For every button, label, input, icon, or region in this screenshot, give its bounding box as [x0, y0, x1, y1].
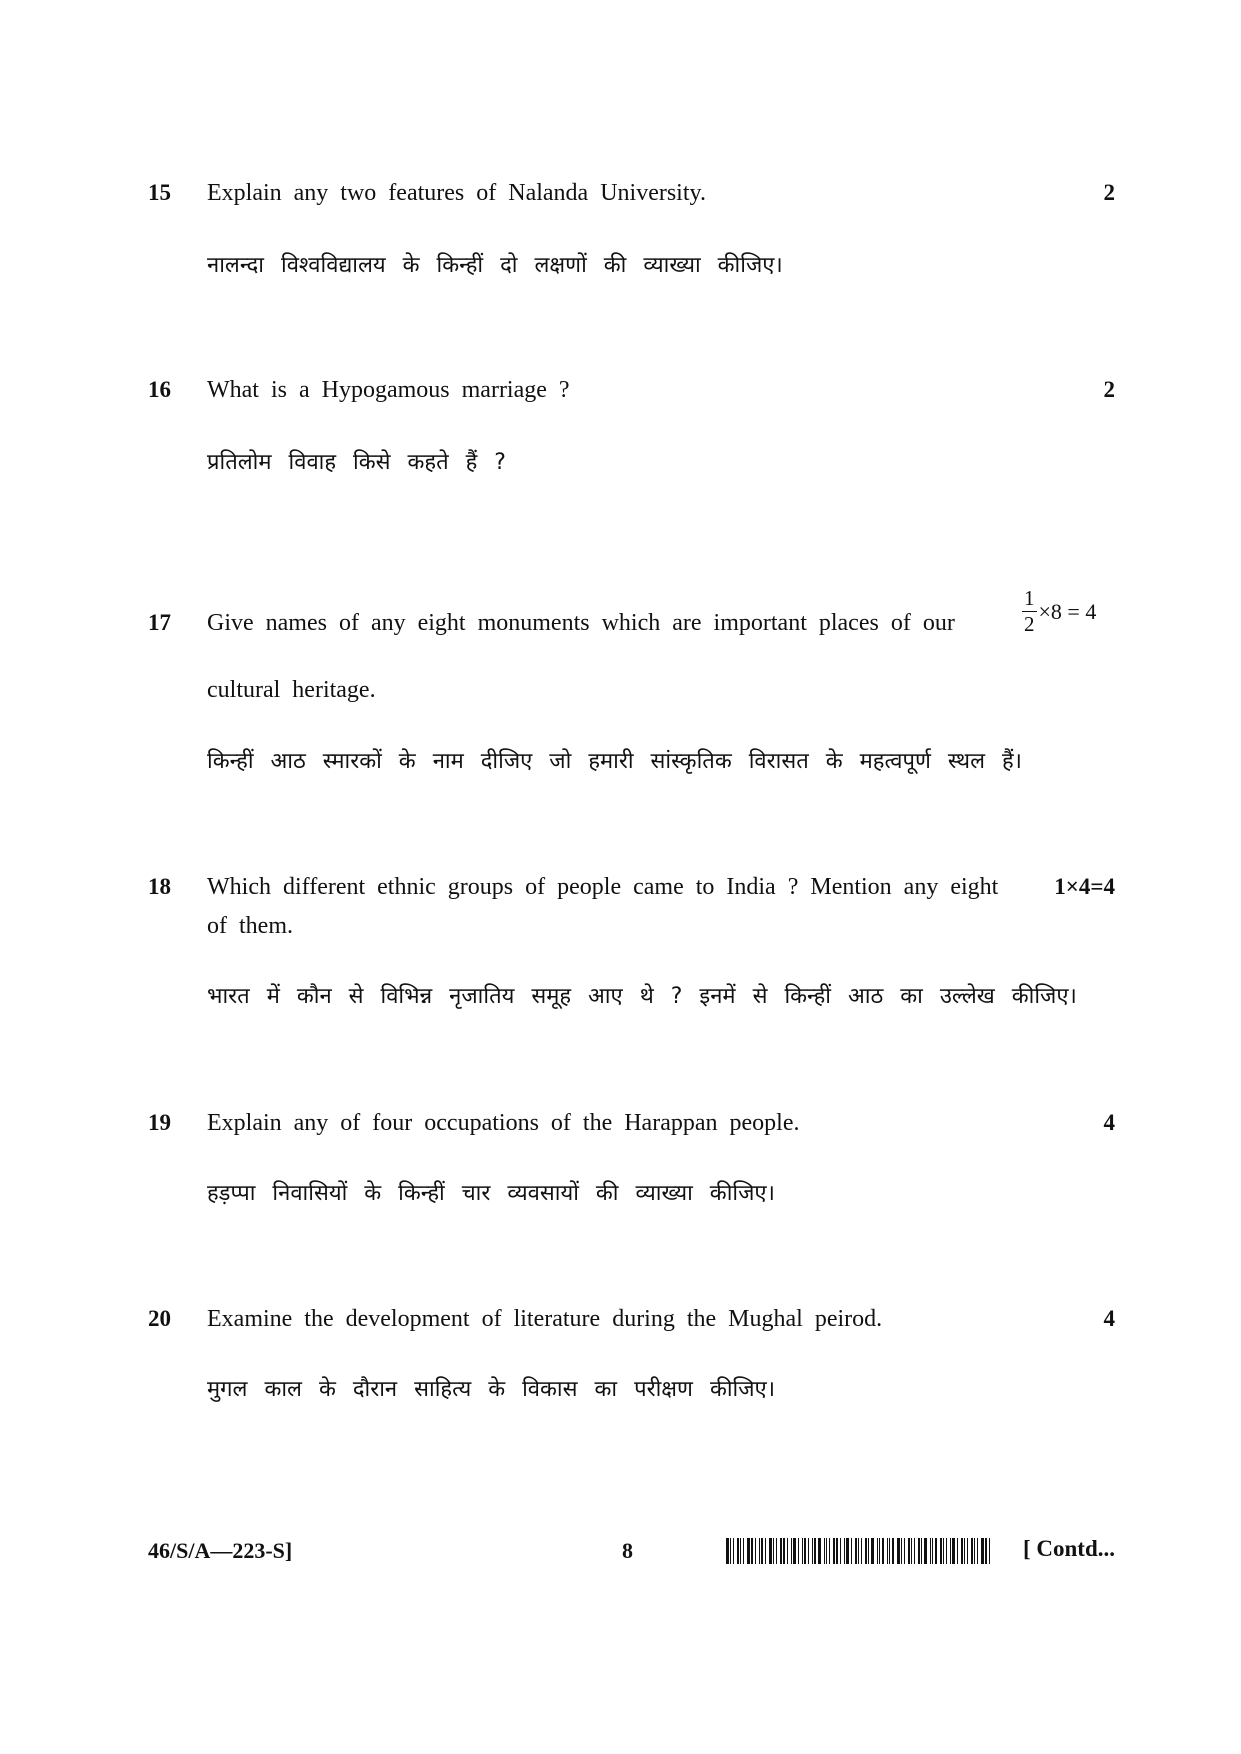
- fraction-numerator: 1: [1024, 586, 1035, 610]
- barcode-stripe: [892, 1538, 894, 1564]
- barcode-stripe: [932, 1538, 933, 1564]
- question-text-hindi: प्रतिलोम विवाह किसे कहते हैं ?: [207, 450, 506, 475]
- barcode-stripe: [730, 1538, 731, 1564]
- barcode-stripe: [961, 1538, 963, 1564]
- barcode-stripe: [808, 1538, 809, 1564]
- barcode-stripe: [952, 1538, 955, 1564]
- barcode-stripe: [759, 1538, 760, 1564]
- barcode-stripe: [865, 1538, 867, 1564]
- barcode-stripe: [861, 1538, 862, 1564]
- barcode-stripe: [833, 1538, 835, 1564]
- barcode-stripe: [740, 1538, 741, 1564]
- question-number: 17: [148, 610, 171, 635]
- barcode-stripe: [974, 1538, 975, 1564]
- barcode-stripe: [761, 1538, 763, 1564]
- question-text-hindi: नालन्दा विश्वविद्यालय के किन्हीं दो लक्षणों की व्याख्या कीजिए।: [207, 253, 783, 278]
- barcode-stripe: [930, 1538, 931, 1564]
- barcode-stripe: [743, 1538, 744, 1564]
- barcode-stripe: [840, 1538, 841, 1564]
- question-text-english: Examine the development of literature during the Mughal peirod.: [207, 1306, 883, 1332]
- barcode-stripe: [791, 1538, 792, 1564]
- barcode-stripe: [855, 1538, 857, 1564]
- fraction-denominator: 2: [1024, 612, 1035, 636]
- barcode-stripe: [911, 1538, 912, 1564]
- question-number: 19: [148, 1110, 171, 1135]
- barcode-stripe: [851, 1538, 852, 1564]
- barcode-stripe: [773, 1538, 774, 1564]
- barcode-stripe: [798, 1538, 799, 1564]
- barcode-stripe: [793, 1538, 796, 1564]
- barcode-stripe: [877, 1538, 878, 1564]
- question-text-english-continued: of them.: [207, 913, 293, 939]
- question-marks: 1×4=4: [1054, 874, 1115, 899]
- question-text-hindi: किन्हीं आठ स्मारकों के नाम दीजिए जो हमारी सांस्कृतिक विरासत के महत्वपूर्ण स्थल हैं।: [207, 749, 1023, 774]
- barcode-stripe: [904, 1538, 905, 1564]
- barcode-stripe: [726, 1538, 729, 1564]
- barcode-stripe: [935, 1538, 937, 1564]
- barcode-stripe: [765, 1538, 766, 1564]
- barcode-stripe: [769, 1538, 772, 1564]
- barcode-stripe: [755, 1538, 756, 1564]
- question-marks: 2: [1103, 180, 1115, 205]
- question-number: 20: [148, 1306, 171, 1331]
- barcode-stripe: [858, 1538, 859, 1564]
- barcode-stripe: [804, 1538, 806, 1564]
- barcode-stripe: [924, 1538, 927, 1564]
- question-text-english: Explain any two features of Nalanda University.: [207, 180, 706, 206]
- barcode-stripe: [977, 1538, 978, 1564]
- continued-label: [ Contd...: [1022, 1536, 1115, 1561]
- barcode-stripe: [882, 1538, 884, 1564]
- barcode-stripe: [967, 1538, 968, 1564]
- question-number: 16: [148, 377, 171, 402]
- barcode-stripe: [889, 1538, 890, 1564]
- barcode-stripe: [844, 1538, 845, 1564]
- barcode-stripe: [751, 1538, 753, 1564]
- barcode-stripe: [868, 1538, 869, 1564]
- question-text-english-continued: cultural heritage.: [207, 677, 376, 703]
- barcode-stripe: [818, 1538, 821, 1564]
- barcode-stripe: [802, 1538, 803, 1564]
- question-text-english: Explain any of four occupations of the Harappan people.: [207, 1110, 800, 1136]
- question-number: 18: [148, 874, 171, 899]
- question-marks: 4: [1103, 1306, 1115, 1331]
- barcode-stripe: [897, 1538, 900, 1564]
- question-text-english: What is a Hypogamous marriage ?: [207, 377, 570, 403]
- barcode-stripe: [914, 1538, 915, 1564]
- paper-code: 46/S/A—223-S]: [148, 1538, 293, 1563]
- barcode-stripe: [964, 1538, 965, 1564]
- question-marks: 4: [1103, 1110, 1115, 1135]
- barcode-stripe: [989, 1538, 990, 1564]
- barcode-stripe: [836, 1538, 838, 1564]
- barcode: [726, 1538, 996, 1564]
- barcode-stripe: [733, 1538, 734, 1564]
- question-text-hindi: भारत में कौन से विभिन्न नृजातिय समूह आए थे ? इनमें से किन्हीं आठ का उल्लेख कीजिए।: [207, 984, 1077, 1009]
- barcode-stripe: [826, 1538, 827, 1564]
- page-number: 8: [622, 1538, 633, 1563]
- barcode-stripe: [918, 1538, 920, 1564]
- barcode-stripe: [940, 1538, 942, 1564]
- marks-multiplier: ×8 = 4: [1038, 598, 1097, 624]
- barcode-stripe: [971, 1538, 973, 1564]
- question-number: 15: [148, 180, 171, 205]
- barcode-stripe: [950, 1538, 951, 1564]
- barcode-stripe: [814, 1538, 816, 1564]
- barcode-stripe: [783, 1538, 785, 1564]
- barcode-stripe: [737, 1538, 739, 1564]
- barcode-stripe: [871, 1538, 874, 1564]
- barcode-stripe: [887, 1538, 888, 1564]
- barcode-stripe: [780, 1538, 782, 1564]
- question-text-hindi: मुगल काल के दौरान साहित्य के विकास का परीक्षण कीजिए।: [207, 1377, 776, 1402]
- barcode-stripe: [901, 1538, 902, 1564]
- barcode-stripe: [985, 1538, 987, 1564]
- question-marks-fraction: [1022, 588, 1096, 635]
- question-text-english: Give names of any eight monuments which are important places of our: [207, 610, 955, 636]
- question-text-english: Which different ethnic groups of people came to India ? Mention any eight: [207, 874, 999, 900]
- barcode-stripe: [946, 1538, 947, 1564]
- barcode-stripe: [981, 1538, 984, 1564]
- barcode-stripe: [921, 1538, 922, 1564]
- barcode-stripe: [879, 1538, 880, 1564]
- barcode-stripe: [957, 1538, 958, 1564]
- question-marks: 2: [1103, 377, 1115, 402]
- barcode-stripe: [776, 1538, 777, 1564]
- barcode-stripe: [812, 1538, 813, 1564]
- barcode-stripe: [943, 1538, 944, 1564]
- barcode-stripe: [846, 1538, 849, 1564]
- fraction: [1022, 588, 1037, 635]
- barcode-stripe: [829, 1538, 830, 1564]
- barcode-stripe: [908, 1538, 910, 1564]
- question-text-hindi: हड़प्पा निवासियों के किन्हीं चार व्यवसायों की व्याख्या कीजिए।: [207, 1181, 775, 1206]
- barcode-stripe: [787, 1538, 788, 1564]
- barcode-stripe: [824, 1538, 825, 1564]
- barcode-stripe: [747, 1538, 750, 1564]
